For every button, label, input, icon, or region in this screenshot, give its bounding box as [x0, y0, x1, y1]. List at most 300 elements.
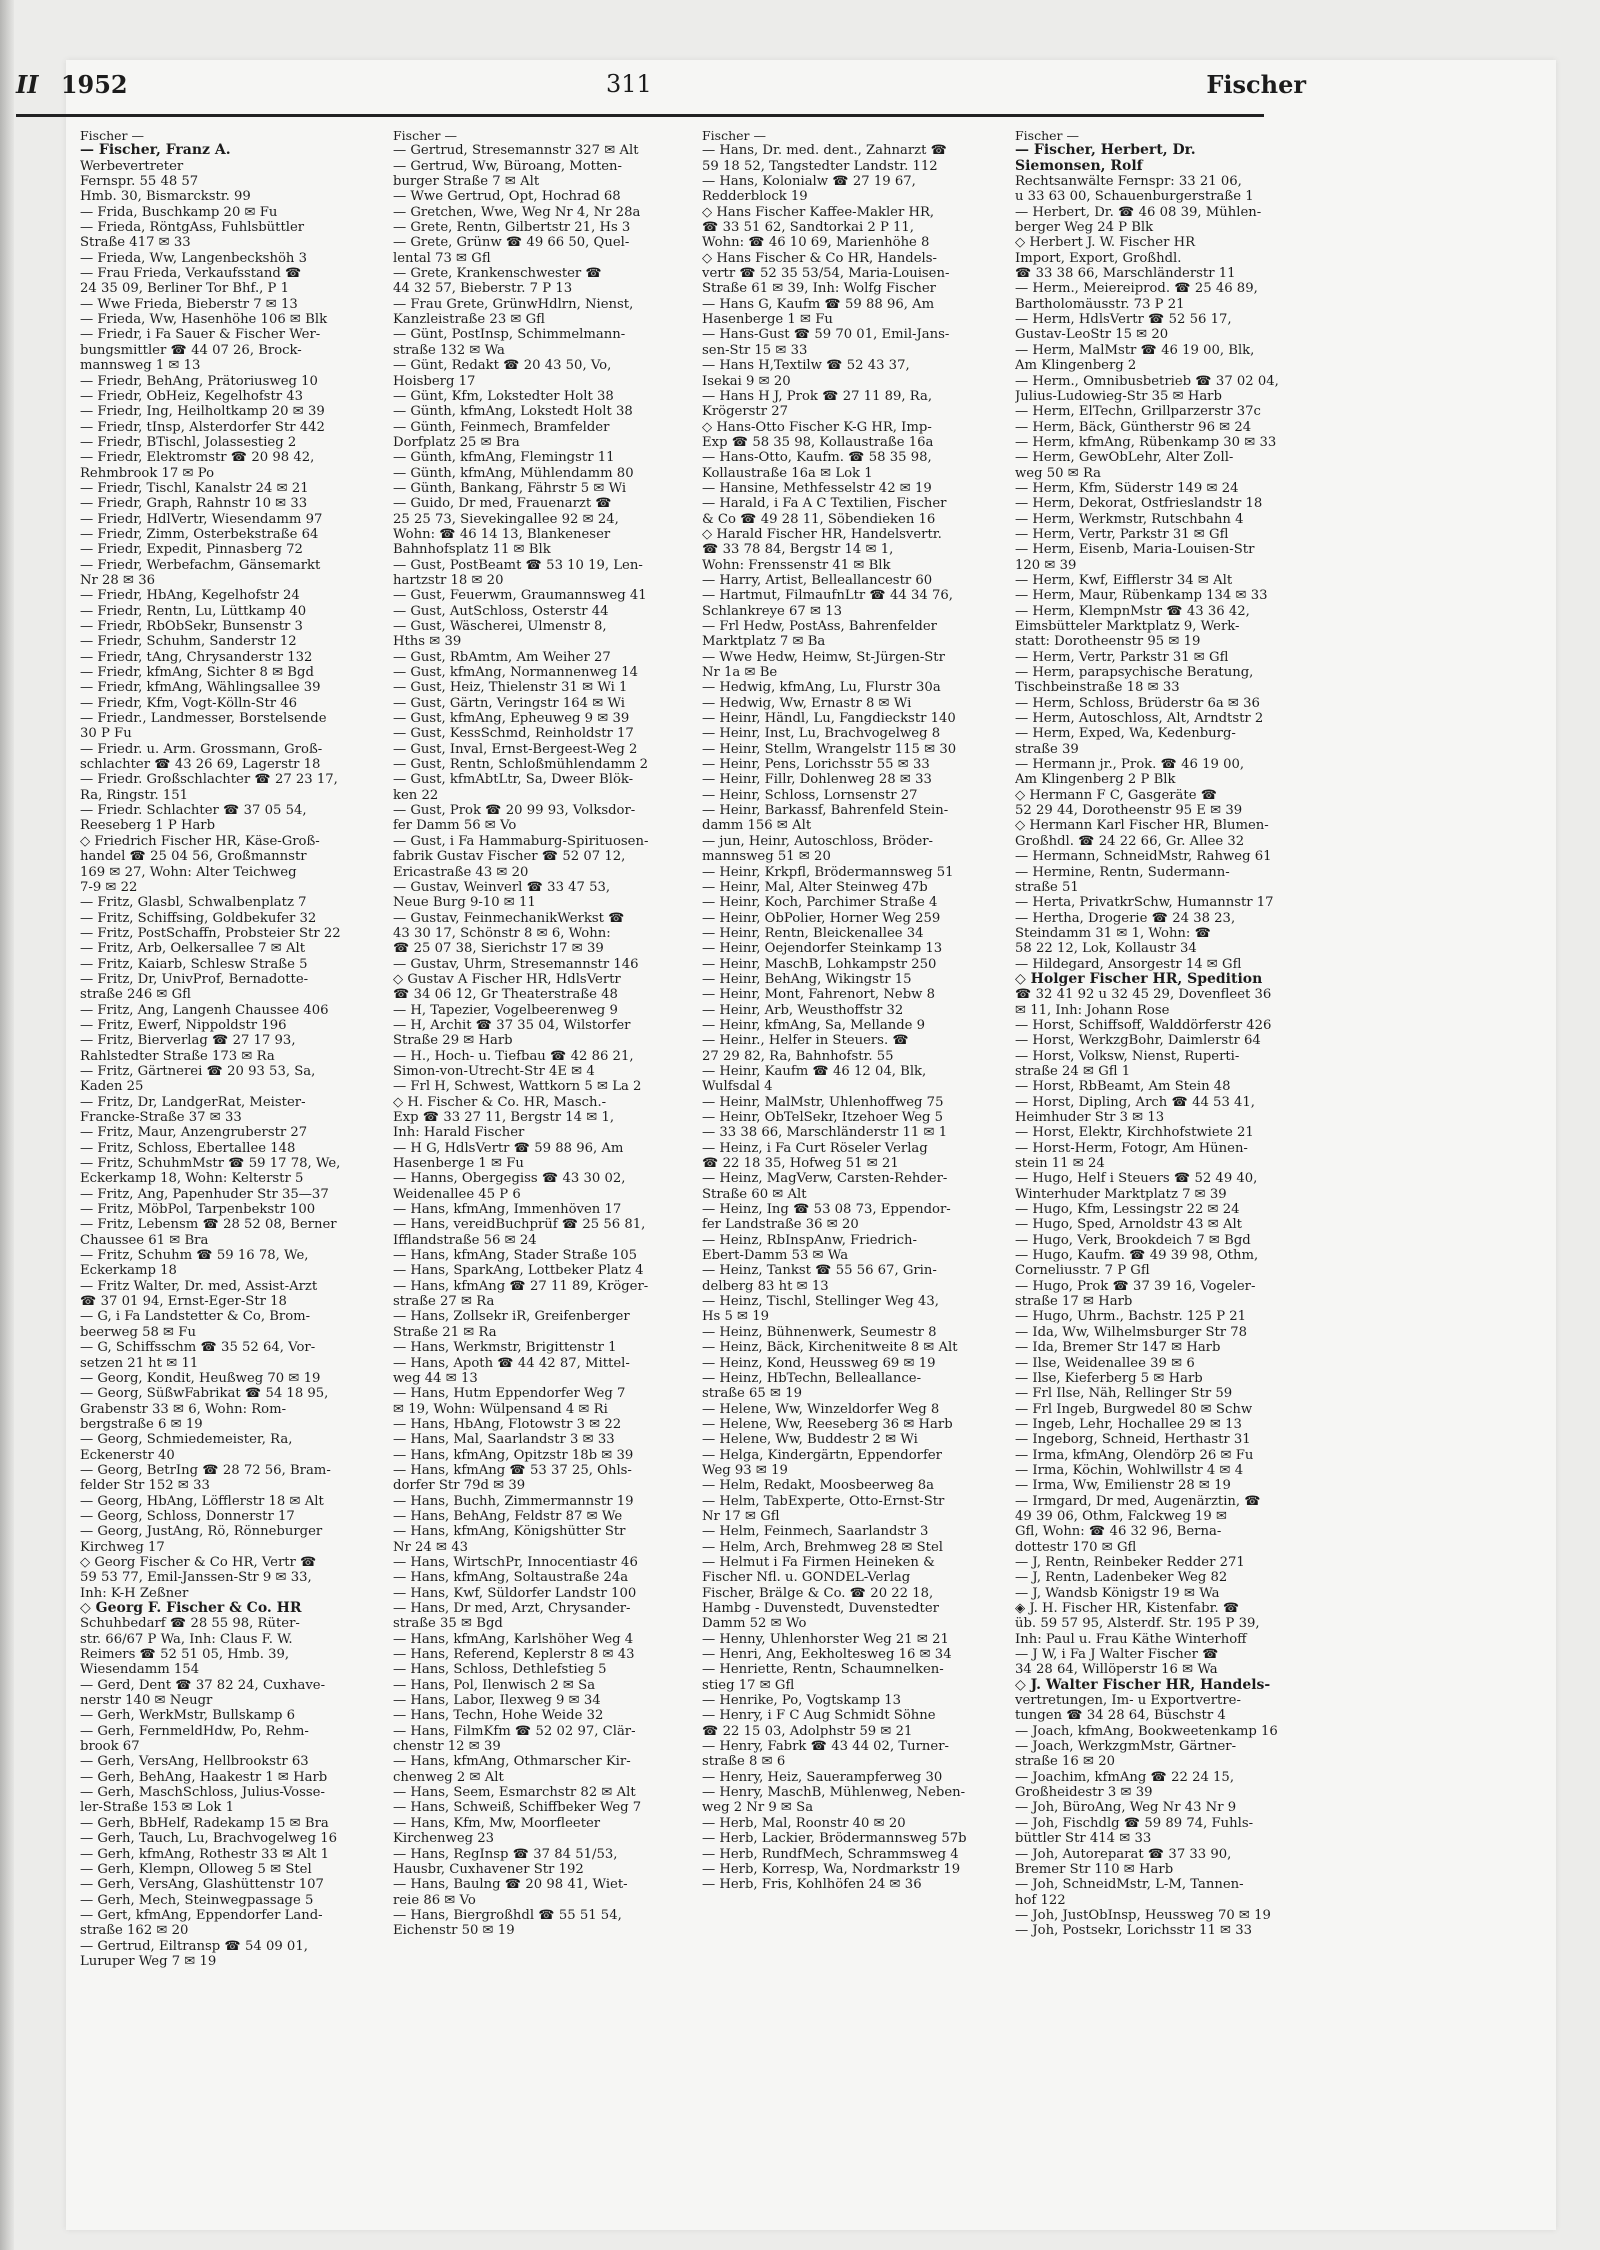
directory-entry: — Joh, BüroAng, Weg Nr 43 Nr 9: [1015, 1800, 1237, 1816]
directory-entry: Am Klingenberg 2: [1015, 358, 1137, 374]
directory-entry: — Georg, SüßwFabrikat ☎ 54 18 95,: [80, 1386, 329, 1402]
directory-entry: beerweg 58 ✉ Fu: [80, 1324, 196, 1340]
directory-entry: — Grete, Rentn, Gilbertstr 21, Hs 3: [393, 220, 631, 236]
directory-entry: ☎ 34 06 12, Gr Theaterstraße 48: [393, 987, 618, 1003]
directory-entry: — Gerh, VersAng, Glashüttenstr 107: [80, 1877, 324, 1893]
directory-entry: 59 18 52, Tangstedter Landstr. 112: [702, 158, 938, 174]
directory-entry: — Hans, Kolonialw ☎ 27 19 67,: [702, 174, 916, 190]
directory-entry: — Gust, Inval, Ernst-Bergeest-Weg 2: [393, 741, 638, 757]
directory-entry: berger Weg 24 P Blk: [1015, 220, 1154, 236]
directory-entry: Schlankreye 67 ✉ 13: [702, 603, 843, 619]
directory-entry: — Hans H J, Prok ☎ 27 11 89, Ra,: [702, 388, 933, 404]
running-head: Fischer: [1206, 70, 1306, 99]
directory-entry: — Gerh, kfmAng, Rothestr 33 ✉ Alt 1: [80, 1846, 329, 1862]
directory-entry: — Frieda, Ww, Langenbeckshöh 3: [80, 250, 307, 266]
directory-entry: — Hans, kfmAng, Karlshöher Weg 4: [393, 1631, 634, 1647]
directory-entry: — Heinr, Arb, Weusthoffstr 32: [702, 1002, 904, 1018]
directory-entry: — Gust, RbAmtm, Am Weiher 27: [393, 649, 611, 665]
directory-entry: — Ilse, Weidenallee 39 ✉ 6: [1015, 1355, 1195, 1371]
directory-entry: — Gretchen, Wwe, Weg Nr 4, Nr 28a: [393, 204, 641, 220]
directory-entry: — J, Rentn, Ladenbeker Weg 82: [1015, 1570, 1228, 1586]
directory-entry: lental 73 ✉ Gfl: [393, 250, 491, 266]
header-left: [16, 70, 128, 99]
directory-entry: straße 51: [1015, 879, 1079, 895]
directory-entry: — Hans, Werkmstr, Brigittenstr 1: [393, 1340, 617, 1356]
directory-entry: — Hans, HbAng, Flotowstr 3 ✉ 22: [393, 1416, 622, 1432]
directory-entry: — J W, i Fa J Walter Fischer ☎: [1015, 1647, 1219, 1663]
directory-entry: ◇ H. Fischer & Co. HR, Masch.-: [393, 1094, 607, 1110]
directory-entry: straße 132 ✉ Wa: [393, 342, 505, 358]
directory-entry: — Joh, JustObInsp, Heussweg 70 ✉ 19: [1015, 1907, 1271, 1923]
directory-entry: — Ida, Ww, Wilhelmsburger Str 78: [1015, 1324, 1248, 1340]
directory-entry: — Heinr, Krkpfl, Brödermannsweg 51: [702, 864, 954, 880]
directory-entry: ☎ 22 18 35, Hofweg 51 ✉ 21: [702, 1156, 899, 1172]
directory-entry: vertr ☎ 52 35 53/54, Maria-Louisen-: [702, 266, 950, 282]
directory-entry: — Hans, BehAng, Feldstr 87 ✉ We: [393, 1508, 623, 1524]
directory-entry: 43 30 17, Schönstr 8 ✉ 6, Wohn:: [393, 925, 611, 941]
directory-entry: — Georg, Kondit, Heußweg 70 ✉ 19: [80, 1370, 321, 1386]
directory-entry: — Frl Ingeb, Burgwedel 80 ✉ Schw: [1015, 1401, 1253, 1417]
directory-entry: Rehmbrook 17 ✉ Po: [80, 465, 215, 481]
directory-entry: Bahnhofsplatz 11 ✉ Blk: [393, 542, 551, 558]
directory-entry: — Helm, TabExperte, Otto-Ernst-Str: [702, 1493, 945, 1509]
directory-entry: Steindamm 31 ✉ 1, Wohn: ☎: [1015, 925, 1211, 941]
directory-entry: Weg 93 ✉ 19: [702, 1462, 788, 1478]
directory-entry: — Friedr, Werbefachm, Gänsemarkt: [80, 557, 321, 573]
directory-entry: — Hans, kfmAng ☎ 53 37 25, Ohls-: [393, 1462, 632, 1478]
directory-entry: — Herm, Bäck, Güntherstr 96 ✉ 24: [1015, 419, 1252, 435]
directory-entry: Wulfsdal 4: [702, 1079, 773, 1095]
directory-entry: — Herb, RundfMech, Schrammsweg 4: [702, 1846, 959, 1862]
directory-entry: — 33 38 66, Marschländerstr 11 ✉ 1: [702, 1125, 948, 1141]
directory-entry: Ericastraße 43 ✉ 20: [393, 864, 529, 880]
directory-entry: — Gust, kfmAbtLtr, Sa, Dweer Blök-: [393, 772, 634, 788]
directory-entry: fer Damm 56 ✉ Vo: [393, 818, 517, 834]
directory-entry: ✉ 11, Inh: Johann Rose: [1015, 1002, 1170, 1018]
directory-entry: Am Klingenberg 2 P Blk: [1015, 772, 1176, 788]
directory-entry: — Hugo, Prok ☎ 37 39 16, Vogeler-: [1015, 1278, 1256, 1294]
directory-entry: — Fritz, Arb, Oelkersallee 7 ✉ Alt: [80, 941, 305, 957]
directory-entry: straße 65 ✉ 19: [702, 1386, 803, 1402]
directory-entry: Grabenstr 33 ✉ 6, Wohn: Rom-: [80, 1401, 287, 1417]
directory-entry: — Heinr, Stellm, Wrangelstr 115 ✉ 30: [702, 741, 957, 757]
directory-entry: — Heinz, RbInspAnw, Friedrich-: [702, 1232, 917, 1248]
directory-entry: — Gerd, Dent ☎ 37 82 24, Cuxhave-: [80, 1677, 326, 1693]
directory-entry: — Heinz, MagVerw, Carsten-Rehder-: [702, 1171, 948, 1187]
directory-entry: Inh: K-H Zeßner: [80, 1585, 189, 1601]
directory-entry: straße 39: [1015, 741, 1079, 757]
directory-entry: — Heinr, kfmAng, Sa, Mellande 9: [702, 1017, 926, 1033]
directory-entry: — Friedr, tInsp, Alsterdorfer Str 442: [80, 419, 325, 435]
directory-entry: — Günth, kfmAng, Mühlendamm 80: [393, 465, 634, 481]
directory-entry: Fernspr. 55 48 57: [80, 174, 199, 190]
directory-entry: — Ingeborg, Schneid, Herthastr 31: [1015, 1432, 1251, 1448]
directory-entry: ◇ Georg Fischer & Co HR, Vertr ☎: [80, 1554, 317, 1570]
directory-entry: — Herm., Meiereiprod. ☎ 25 46 89,: [1015, 281, 1258, 297]
directory-entry: — Hans, kfmAng ☎ 27 11 89, Kröger-: [393, 1278, 649, 1294]
directory-entry: — Fritz, Dr, LandgerRat, Meister-: [80, 1094, 306, 1110]
directory-entry: — Hans, Biergroßhdl ☎ 55 51 54,: [393, 1907, 622, 1923]
directory-entry: — Friedr, RbObSekr, Bunsenstr 3: [80, 619, 303, 634]
directory-entry: — Hans, SparkAng, Lottbeker Platz 4: [393, 1263, 644, 1279]
directory-entry: ◇ Herbert J. W. Fischer HR: [1015, 235, 1196, 251]
directory-entry: ◇ J. Walter Fischer HR, Handels-: [1015, 1676, 1271, 1693]
directory-entry: 120 ✉ 39: [1015, 557, 1077, 573]
directory-entry: — Heinr, Koch, Parchimer Straße 4: [702, 895, 938, 911]
directory-entry: — Hugo, Sped, Arnoldstr 43 ✉ Alt: [1015, 1217, 1242, 1233]
directory-entry: — Herm, Kwf, Eifflerstr 34 ✉ Alt: [1015, 572, 1233, 588]
directory-entry: Winterhuder Marktplatz 7 ✉ 39: [1015, 1186, 1227, 1202]
directory-entry: Fischer, Brälge & Co. ☎ 20 22 18,: [702, 1585, 934, 1601]
directory-entry: 44 32 57, Bieberstr. 7 P 13: [393, 281, 573, 297]
directory-entry: straße 24 ✉ Gfl 1: [1015, 1063, 1131, 1079]
directory-entry: mannsweg 1 ✉ 13: [80, 358, 201, 374]
entry-list: [393, 143, 693, 1938]
directory-entry: Reeseberg 1 P Harb: [80, 818, 216, 834]
directory-entry: — Ida, Bremer Str 147 ✉ Harb: [1015, 1340, 1221, 1356]
directory-entry: — Heinr, Pens, Lorichsstr 55 ✉ 33: [702, 757, 930, 773]
directory-entry: Kollaustraße 16a ✉ Lok 1: [702, 465, 873, 481]
directory-entry: — Hermann jr., Prok. ☎ 46 19 00,: [1015, 757, 1245, 773]
directory-entry: Eckerkamp 18, Wohn: Kelterstr 5: [80, 1171, 304, 1187]
directory-entry: straße 8 ✉ 6: [702, 1754, 786, 1770]
year: 1952: [60, 70, 128, 99]
directory-entry: — Hanns, Obergegiss ☎ 43 30 02,: [393, 1171, 626, 1187]
directory-entry: ◇ Georg F. Fischer & Co. HR: [80, 1600, 302, 1616]
page-header: [16, 70, 1306, 110]
directory-entry: — Friedr. u. Arm. Grossmann, Groß-: [80, 741, 323, 757]
directory-entry: ◇ Hermann Karl Fischer HR, Blumen-: [1015, 818, 1269, 834]
directory-entry: — Grete, Krankenschwester ☎: [393, 266, 602, 282]
directory-entry: — Horst, Volksw, Nienst, Ruperti-: [1015, 1048, 1240, 1064]
directory-entry: Isekai 9 ✉ 20: [702, 373, 791, 389]
directory-entry: Damm 52 ✉ Wo: [702, 1616, 807, 1632]
directory-entry: Ra, Ringstr. 151: [80, 787, 189, 803]
directory-entry: — Hans, Pol, Ilenwisch 2 ✉ Sa: [393, 1677, 596, 1693]
directory-entry: — Hans H,Textilw ☎ 52 43 37,: [702, 358, 910, 374]
column-heading: Fischer —: [80, 128, 144, 143]
directory-entry: 30 P Fu: [80, 726, 132, 742]
part-number: II: [16, 70, 39, 99]
directory-entry: — Ingeb, Lehr, Hochallee 29 ✉ 13: [1015, 1416, 1242, 1432]
directory-entry: Hs 5 ✉ 19: [702, 1309, 770, 1325]
directory-entry: — Joach, kfmAng, Bookweetenkamp 16: [1015, 1723, 1278, 1739]
directory-entry: — Friedr, BehAng, Prätoriusweg 10: [80, 373, 318, 389]
directory-entry: — Hans, WirtschPr, Innocentiastr 46: [393, 1554, 638, 1570]
directory-entry: Rahlstedter Straße 173 ✉ Ra: [80, 1048, 275, 1064]
directory-entry: Luruper Weg 7 ✉ 19: [80, 1953, 217, 1969]
directory-entry: Hmb. 30, Bismarckstr. 99: [80, 189, 251, 205]
directory-entry: Weidenallee 45 P 6: [393, 1186, 521, 1202]
directory-entry: — Herb, Fris, Kohlhöfen 24 ✉ 36: [702, 1877, 922, 1893]
directory-entry: büttler Str 414 ✉ 33: [1015, 1831, 1152, 1847]
directory-entry: — Friedr, kfmAng, Wählingsallee 39: [80, 680, 321, 696]
directory-entry: — Hans, Schweiß, Schiffbeker Weg 7: [393, 1800, 642, 1816]
directory-entry: — Hugo, Kfm, Lessingstr 22 ✉ 24: [1015, 1202, 1240, 1218]
directory-entry: — Heinz, i Fa Curt Röseler Verlag: [702, 1140, 928, 1156]
directory-entry: — Gust, kfmAng, Epheuweg 9 ✉ 39: [393, 711, 630, 727]
directory-entry: — Günt, Redakt ☎ 20 43 50, Vo,: [393, 358, 612, 374]
directory-entry: — Fritz Walter, Dr. med, Assist-Arzt: [80, 1278, 318, 1294]
directory-entry: ☎ 37 01 94, Ernst-Eger-Str 18: [80, 1294, 287, 1310]
directory-entry: 59 53 77, Emil-Janssen-Str 9 ✉ 33,: [80, 1570, 312, 1586]
directory-entry: ✉ 19, Wohn: Wülpensand 4 ✉ Ri: [393, 1401, 608, 1417]
directory-entry: ☎ 33 51 62, Sandtorkai 2 P 11,: [702, 220, 914, 236]
directory-entry: — H, Archit ☎ 37 35 04, Wilstorfer: [393, 1017, 631, 1033]
directory-entry: — Herm, Schloss, Brüderstr 6a ✉ 36: [1015, 695, 1260, 711]
directory-entry: — Fritz, Glasbl, Schwalbenplatz 7: [80, 895, 307, 911]
directory-entry: schlachter ☎ 43 26 69, Lagerstr 18: [80, 757, 321, 773]
directory-entry: damm 156 ✉ Alt: [702, 818, 812, 834]
directory-entry: — Georg, BetrIng ☎ 28 72 56, Bram-: [80, 1462, 331, 1478]
directory-entry: Kirchenweg 23: [393, 1831, 495, 1847]
directory-entry: — Gerh, VersAng, Hellbrookstr 63: [80, 1754, 309, 1770]
directory-entry: — Hugo, Verk, Brookdeich 7 ✉ Bgd: [1015, 1232, 1251, 1248]
directory-entry: Corneliusstr. 7 P Gfl: [1015, 1263, 1150, 1279]
directory-entry: — Guido, Dr med, Frauenarzt ☎: [393, 496, 612, 512]
directory-entry: weg 50 ✉ Ra: [1015, 465, 1102, 481]
directory-entry: Schuhbedarf ☎ 28 55 98, Rüter-: [80, 1616, 300, 1632]
directory-entry: — Heinr, ObTelSekr, Itzehoer Weg 5: [702, 1110, 944, 1125]
directory-entry: chenweg 2 ✉ Alt: [393, 1769, 504, 1785]
directory-entry: — Gerh, BehAng, Haakestr 1 ✉ Harb: [80, 1769, 328, 1785]
directory-entry: — J, Rentn, Reinbeker Redder 271: [1015, 1554, 1245, 1570]
directory-entry: — Hans, kfmAng, Soltaustraße 24a: [393, 1570, 629, 1586]
directory-entry: — Frieda, RöntgAss, Fuhlsbüttler: [80, 220, 305, 236]
directory-entry: weg 44 ✉ 13: [393, 1370, 478, 1386]
directory-entry: stein 11 ✉ 24: [1015, 1156, 1105, 1172]
directory-entry: — Friedr. Schlachter ☎ 37 05 54,: [80, 803, 307, 819]
directory-entry: — Helga, Kindergärtn, Eppendorfer: [702, 1447, 942, 1463]
directory-entry: — Gustav, Weinverl ☎ 33 47 53,: [393, 879, 611, 895]
directory-entry: Kaden 25: [80, 1079, 144, 1095]
directory-entry: — Gertrud, Stresemannstr 327 ✉ Alt: [393, 143, 639, 159]
directory-entry: — Frl Hedw, PostAss, Bahrenfelder: [702, 619, 937, 634]
directory-entry: — Fritz, Schloss, Ebertallee 148: [80, 1140, 296, 1156]
directory-entry: Chaussee 61 ✉ Bra: [80, 1232, 209, 1248]
directory-entry: ☎ 32 41 92 u 32 45 29, Dovenfleet 36: [1015, 987, 1272, 1003]
directory-entry: — Günth, Bankang, Fährstr 5 ✉ Wi: [393, 480, 627, 496]
directory-entry: — Joachim, kfmAng ☎ 22 24 15,: [1015, 1769, 1235, 1785]
directory-entry: vertretungen, Im- u Exportvertre-: [1015, 1693, 1241, 1709]
directory-entry: — Gust, PostBeamt ☎ 53 10 19, Len-: [393, 557, 643, 573]
directory-entry: — Frida, Buschkamp 20 ✉ Fu: [80, 204, 278, 220]
directory-entry: — Hans, kfmAng, Stader Straße 105: [393, 1248, 638, 1264]
directory-entry: — Herb, Lackier, Brödermannsweg 57b: [702, 1831, 967, 1847]
directory-entry: — Herm, KlempnMstr ☎ 43 36 42,: [1015, 603, 1250, 619]
directory-entry: Nr 1a ✉ Be: [702, 665, 778, 681]
directory-entry: — Gerh, MaschSchloss, Julius-Vosse-: [80, 1785, 325, 1801]
directory-entry: — Gust, AutSchloss, Osterstr 44: [393, 603, 609, 619]
directory-entry: — Hans G, Kaufm ☎ 59 88 96, Am: [702, 296, 935, 312]
directory-entry: — Günth, Feinmech, Bramfelder: [393, 419, 610, 435]
directory-entry: — jun, Heinr, Autoschloss, Bröder-: [702, 833, 934, 849]
directory-entry: — Gustav, FeinmechanikWerkst ☎: [393, 910, 625, 926]
directory-entry: Wohn: ☎ 46 14 13, Blankeneser: [393, 526, 611, 542]
directory-entry: 34 28 64, Willöperstr 16 ✉ Wa: [1015, 1662, 1218, 1678]
directory-entry: straße 17 ✉ Harb: [1015, 1294, 1133, 1310]
directory-entry: — Irma, Köchin, Wohlwillstr 4 ✉ 4: [1015, 1462, 1244, 1478]
directory-entry: — Heinz, Kond, Heussweg 69 ✉ 19: [702, 1355, 936, 1371]
directory-entry: Marktplatz 7 ✉ Ba: [702, 634, 826, 650]
directory-entry: — Horst, Elektr, Kirchhofstwiete 21: [1015, 1125, 1254, 1141]
directory-entry: & Co ☎ 49 28 11, Söbendieken 16: [702, 511, 936, 527]
directory-entry: — G, Schiffsschm ☎ 35 52 64, Vor-: [80, 1340, 316, 1356]
directory-entry: — Heinz, HbTechn, Belleallance-: [702, 1370, 922, 1386]
directory-entry: — Hugo, Kaufm. ☎ 49 39 98, Othm,: [1015, 1248, 1259, 1264]
directory-entry: ◇ Hans-Otto Fischer K-G HR, Imp-: [702, 419, 932, 435]
directory-entry: — Hans, Zollsekr iR, Greifenberger: [393, 1309, 630, 1325]
directory-entry: — Horst, Schiffsoff, Walddörferstr 426: [1015, 1017, 1272, 1033]
directory-entry: straße 246 ✉ Gfl: [80, 987, 191, 1003]
directory-entry: — Herm., Omnibusbetrieb ☎ 37 02 04,: [1015, 373, 1279, 389]
directory-entry: — Hans, kfmAng, Othmarscher Kir-: [393, 1754, 631, 1770]
directory-entry: — Hansine, Methfesselstr 42 ✉ 19: [702, 480, 932, 496]
directory-entry: — Helene, Ww, Reeseberg 36 ✉ Harb: [702, 1416, 953, 1432]
directory-entry: — Hedwig, Ww, Ernastr 8 ✉ Wi: [702, 695, 912, 711]
directory-entry: — Horst-Herm, Fotogr, Am Hünen-: [1015, 1140, 1248, 1156]
directory-entry: — Heinr, Oejendorfer Steinkamp 13: [702, 941, 943, 957]
directory-entry: ◇ Gustav A Fischer HR, HdlsVertr: [393, 971, 621, 987]
column-heading: Fischer —: [702, 128, 766, 143]
directory-entry: — Henriette, Rentn, Schaumnelken-: [702, 1662, 944, 1678]
directory-entry: — Heinr, Mal, Alter Steinweg 47b: [702, 879, 928, 895]
directory-entry: fabrik Gustav Fischer ☎ 52 07 12,: [393, 849, 626, 865]
directory-entry: — Hermine, Rentn, Sudermann-: [1015, 864, 1230, 880]
directory-entry: — Gustav, Uhrm, Stresemannstr 146: [393, 956, 639, 972]
directory-entry: bergstraße 6 ✉ 19: [80, 1416, 203, 1432]
column-heading: Fischer —: [393, 128, 457, 143]
directory-entry: — Georg, Schmiedemeister, Ra,: [80, 1432, 293, 1448]
directory-entry: — Herm, Exped, Wa, Kedenburg-: [1015, 726, 1236, 742]
directory-entry: — Günt, Kfm, Lokstedter Holt 38: [393, 388, 614, 404]
directory-entry: delberg 83 ht ✉ 13: [702, 1278, 829, 1294]
directory-entry: — Günt, PostInsp, Schimmelmann-: [393, 327, 626, 343]
directory-entry: 52 29 44, Dorotheenstr 95 E ✉ 39: [1015, 803, 1243, 819]
directory-entry: — Heinr, Inst, Lu, Brachvogelweg 8: [702, 726, 941, 742]
directory-entry: — Friedr, Expedit, Pinnasberg 72: [80, 542, 303, 558]
directory-entry: str. 66/67 P Wa, Inh: Claus F. W.: [80, 1631, 293, 1647]
directory-entry: — Friedr, Kfm, Vogt-Kölln-Str 46: [80, 695, 298, 711]
directory-entry: Siemonsen, Rolf: [1015, 157, 1143, 174]
directory-entry: — Herm, Vertr, Parkstr 31 ✉ Gfl: [1015, 649, 1229, 665]
directory-entry: — J, Wandsb Königstr 19 ✉ Wa: [1015, 1585, 1220, 1601]
directory-entry: — Hans, Hutm Eppendorfer Weg 7: [393, 1386, 626, 1402]
directory-entry: — Friedr, Zimm, Osterbekstraße 64: [80, 526, 319, 542]
directory-entry: — Horst, RbBeamt, Am Stein 48: [1015, 1079, 1231, 1095]
directory-entry: Straße 21 ✉ Ra: [393, 1324, 497, 1340]
directory-entry: — Henrike, Po, Vogtskamp 13: [702, 1693, 902, 1709]
directory-entry: — Hildegard, Ansorgestr 14 ✉ Gfl: [1015, 956, 1242, 972]
directory-entry: — Heinr, Rentn, Bleickenallee 34: [702, 925, 924, 941]
directory-entry: — Fritz, Dr, UnivProf, Bernadotte-: [80, 971, 309, 987]
directory-entry: reie 86 ✉ Vo: [393, 1892, 476, 1908]
directory-entry: — Fischer, Franz A.: [80, 142, 231, 159]
directory-entry: — Helmut i Fa Firmen Heineken &: [702, 1554, 935, 1570]
directory-entry: Hths ✉ 39: [393, 634, 462, 650]
directory-entry: — Gust, Gärtn, Veringstr 164 ✉ Wi: [393, 695, 626, 711]
directory-entry: — Henry, i F C Aug Schmidt Söhne: [702, 1708, 936, 1724]
directory-entry: — Hans, kfmAng, Königshütter Str: [393, 1524, 626, 1540]
directory-entry: — Harald, i Fa A C Textilien, Fischer: [702, 496, 947, 512]
directory-entry: Wohn: Frenssenstr 41 ✉ Blk: [702, 557, 891, 573]
directory-entry: Hausbr, Cuxhavener Str 192: [393, 1861, 584, 1877]
directory-entry: — Herm, Maur, Rübenkamp 134 ✉ 33: [1015, 588, 1268, 604]
directory-entry: — Hugo, Uhrm., Bachstr. 125 P 21: [1015, 1309, 1247, 1325]
directory-entry: — Irma, kfmAng, Olendörp 26 ✉ Fu: [1015, 1447, 1254, 1463]
directory-entry: Redderblock 19: [702, 189, 808, 205]
directory-entry: — Herm, MalMstr ☎ 46 19 00, Blk,: [1015, 342, 1255, 358]
column-2: [393, 128, 693, 2228]
directory-entry: — Fritz, Ang, Papenhuder Str 35—37: [80, 1186, 329, 1202]
directory-entry: Eckerkamp 18: [80, 1263, 177, 1279]
directory-entry: üb. 59 57 95, Alsterdf. Str. 195 P 39,: [1015, 1616, 1260, 1632]
entry-list: [80, 143, 380, 1969]
directory-entry: Simon-von-Utrecht-Str 4E ✉ 4: [393, 1063, 595, 1079]
directory-entry: Wohn: ☎ 46 10 69, Marienhöhe 8: [702, 235, 930, 251]
directory-entry: — Herm, Eisenb, Maria-Louisen-Str: [1015, 542, 1255, 558]
directory-entry: — Hans, Baulng ☎ 20 98 41, Wiet-: [393, 1877, 628, 1893]
directory-entry: Straße 60 ✉ Alt: [702, 1186, 807, 1202]
directory-entry: — Friedr, ObHeiz, Kegelhofstr 43: [80, 388, 304, 404]
directory-entry: — Friedr., Landmesser, Borstelsende: [80, 711, 327, 727]
directory-entry: Bartholomäusstr. 73 P 21: [1015, 296, 1185, 312]
directory-entry: — Friedr, BTischl, Jolassestieg 2: [80, 434, 297, 450]
directory-entry: — Joh, SchneidMstr, L-M, Tannen-: [1015, 1877, 1244, 1893]
directory-entry: — Heinz, Ing ☎ 53 08 73, Eppendor-: [702, 1202, 951, 1218]
directory-entry: — Gerh, BbHelf, Radekamp 15 ✉ Bra: [80, 1815, 329, 1831]
directory-entry: Julius-Ludowieg-Str 35 ✉ Harb: [1015, 388, 1222, 404]
directory-entry: setzen 21 ht ✉ 11: [80, 1355, 199, 1371]
directory-entry: ☎ 22 15 03, Adolphstr 59 ✉ 21: [702, 1723, 913, 1739]
directory-entry: Dorfplatz 25 ✉ Bra: [393, 434, 520, 450]
directory-entry: Eckenerstr 40: [80, 1447, 175, 1463]
column-1: [80, 128, 380, 2228]
directory-entry: — Helm, Arch, Brehmweg 28 ✉ Stel: [702, 1539, 943, 1555]
directory-entry: 25 25 73, Sievekingallee 92 ✉ 24,: [393, 511, 619, 527]
directory-entry: — Henry, Heiz, Sauerampferweg 30: [702, 1769, 943, 1785]
directory-entry: 24 35 09, Berliner Tor Bhf., P 1: [80, 281, 289, 297]
directory-entry: Kirchweg 17: [80, 1539, 165, 1555]
directory-entry: Hasenberge 1 ✉ Fu: [702, 312, 833, 328]
directory-entry: straße 16 ✉ 20: [1015, 1754, 1116, 1770]
directory-entry: burger Straße 7 ✉ Alt: [393, 174, 540, 190]
directory-entry: ☎ 33 78 84, Bergstr 14 ✉ 1,: [702, 542, 894, 558]
directory-entry: Nr 17 ✉ Gfl: [702, 1508, 780, 1524]
directory-entry: — Fritz, Schiffsing, Goldbekufer 32: [80, 910, 317, 926]
directory-entry: — Helm, Redakt, Moosbeerweg 8a: [702, 1478, 934, 1494]
directory-entry: — Heinr., Helfer in Steuers. ☎: [702, 1033, 909, 1049]
directory-entry: — Heinr, ObPolier, Horner Weg 259: [702, 910, 941, 926]
directory-entry: — Fischer, Herbert, Dr.: [1015, 142, 1196, 159]
directory-entry: — Fritz, Bierverlag ☎ 27 17 93,: [80, 1033, 296, 1049]
directory-entry: weg 2 Nr 9 ✉ Sa: [702, 1800, 814, 1816]
directory-entry: — Herm, Werkmstr, Rutschbahn 4: [1015, 511, 1244, 527]
directory-entry: — Friedr, HbAng, Kegelhofstr 24: [80, 588, 300, 604]
directory-entry: — Irmgard, Dr med, Augenärztin, ☎: [1015, 1493, 1261, 1509]
directory-entry: Ebert-Damm 53 ✉ Wa: [702, 1248, 849, 1264]
directory-entry: — Fritz, Maur, Anzengruberstr 27: [80, 1125, 308, 1141]
directory-entry: — Gertrud, Eiltransp ☎ 54 09 01,: [80, 1938, 308, 1954]
directory-entry: Eichenstr 50 ✉ 19: [393, 1923, 515, 1939]
directory-entry: Hambg - Duvenstedt, Duvenstedter: [702, 1601, 939, 1616]
directory-entry: ◇ Hermann F C, Gasgeräte ☎: [1015, 787, 1218, 803]
directory-entry: ◇ Holger Fischer HR, Spedition: [1015, 970, 1263, 987]
directory-entry: — Fritz, Lebensm ☎ 28 52 08, Berner: [80, 1217, 337, 1233]
directory-entry: — Helm, Feinmech, Saarlandstr 3: [702, 1524, 929, 1540]
directory-entry: straße 35 ✉ Bgd: [393, 1616, 503, 1632]
directory-entry: Großheidestr 3 ✉ 39: [1015, 1785, 1153, 1801]
